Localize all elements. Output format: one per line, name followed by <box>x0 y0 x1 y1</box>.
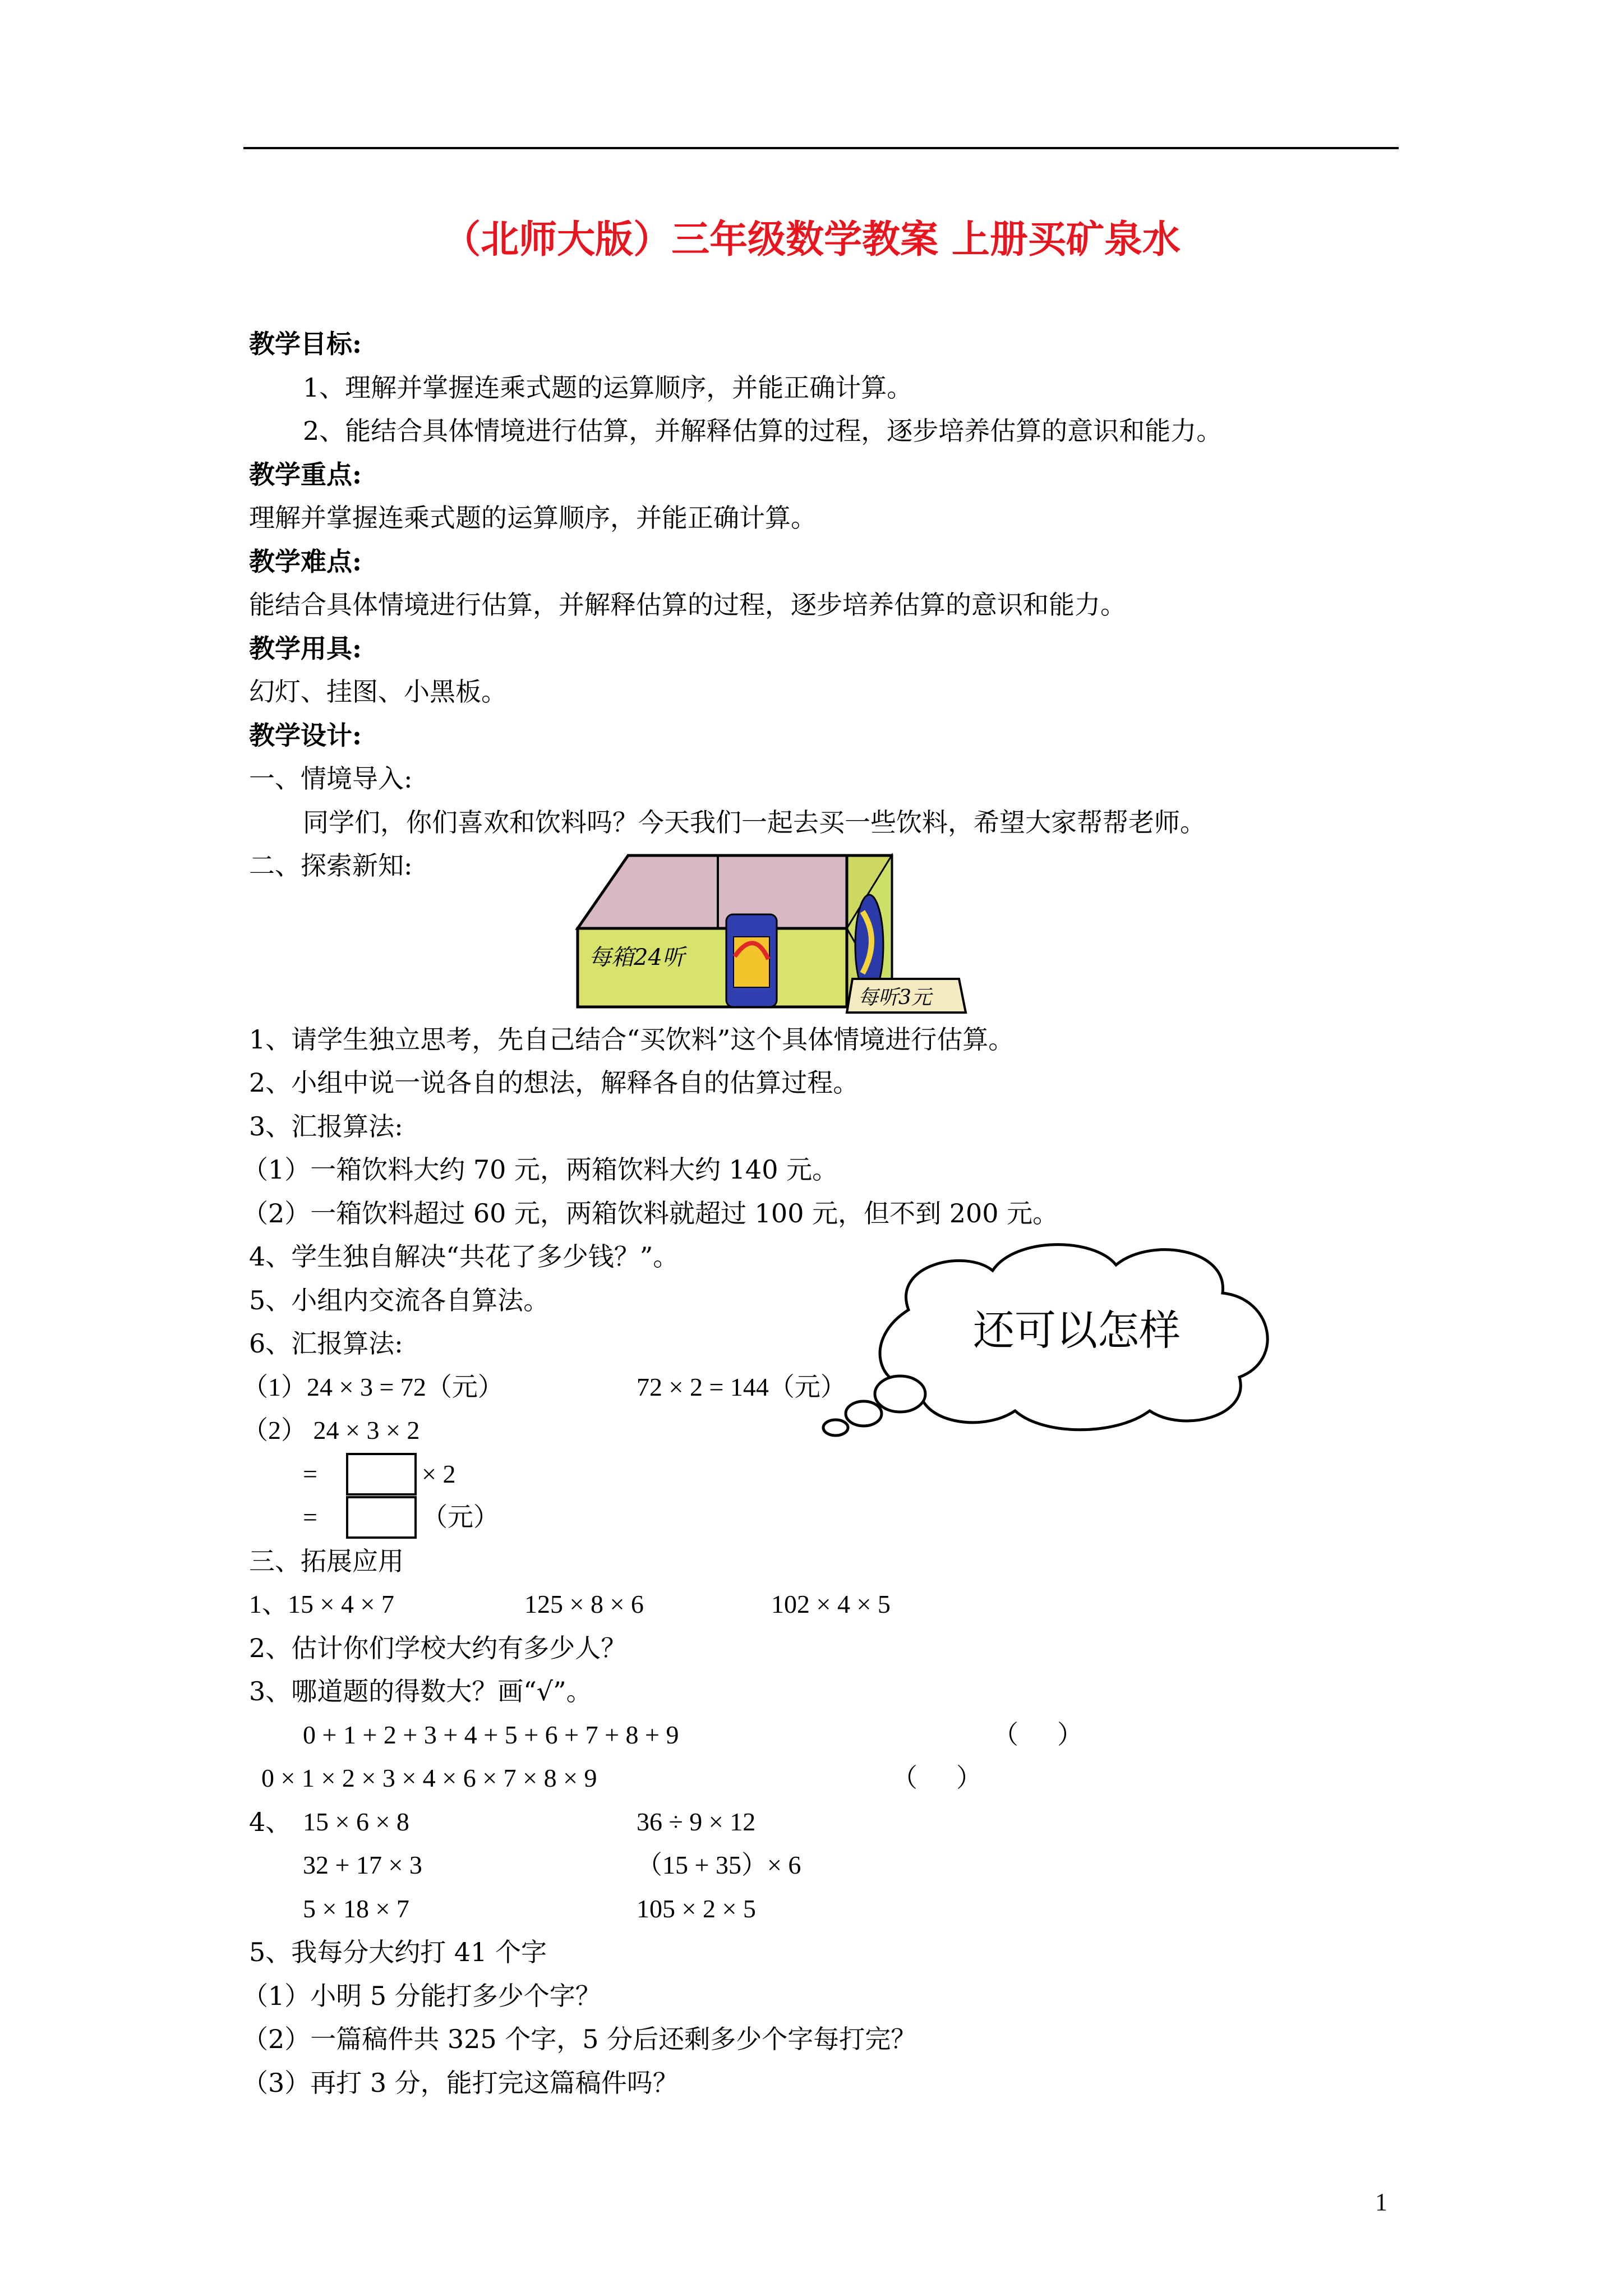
q3-line1: 0 + 1 + 2 + 3 + 4 + 5 + 6 + 7 + 8 + 9 <box>303 1720 679 1749</box>
q4-a: 15 × 6 × 8 <box>303 1807 409 1836</box>
q4-label: 4、 <box>249 1807 292 1837</box>
part1-text: 同学们，你们喜欢和饮料吗？今天我们一起去买一些饮料，希望大家帮帮老师。 <box>303 807 1206 838</box>
header-rule <box>243 147 1399 149</box>
thought-bubble <box>780 1226 1307 1441</box>
part2-heading: 二、探索新知: <box>249 850 413 881</box>
step-4: 4、学生独自解决“共花了多少钱？”。 <box>249 1241 679 1272</box>
key-heading: 教学重点: <box>249 459 362 490</box>
drink-box-illustration <box>566 844 970 1026</box>
step-3b: （2）一箱饮料超过 60 元，两箱饮料就超过 100 元，但不到 200 元。 <box>242 1198 1059 1228</box>
step-6a-left: （1）24 × 3 = 72（元） <box>242 1373 504 1401</box>
step-6b-unit: （元） <box>422 1503 499 1531</box>
q5: 5、我每分大约打 41 个字 <box>249 1937 547 1967</box>
q4-f: 105 × 2 × 5 <box>637 1894 756 1923</box>
q5-2: （2）一篇稿件共 325 个字，5 分后还剩多少个字每打完？ <box>242 2024 917 2054</box>
answer-box-2[interactable] <box>346 1496 417 1539</box>
can-price-label: 每听3元 <box>858 986 932 1009</box>
q4-e: 5 × 18 × 7 <box>303 1894 409 1923</box>
step-1: 1、请学生独立思考，先自己结合“买饮料”这个具体情境进行估算。 <box>249 1024 1015 1055</box>
step-6b-eq2: = <box>303 1503 317 1531</box>
step-6b-times2: × 2 <box>422 1460 456 1488</box>
step-6: 6、汇报算法: <box>249 1328 403 1359</box>
step-2: 2、小组中说一说各自的想法，解释各自的估算过程。 <box>249 1068 859 1098</box>
goal-2: 2、能结合具体情境进行估算，并解释估算的过程，逐步培养估算的意识和能力。 <box>303 416 1223 446</box>
answer-box-1[interactable] <box>346 1453 417 1496</box>
goal-1: 1、理解并掌握连乘式题的运算顺序，并能正确计算。 <box>303 372 913 403</box>
q3-line2: 0 × 1 × 2 × 3 × 4 × 6 × 7 × 8 × 9 <box>261 1764 597 1792</box>
bubble-text: 还可以怎样 <box>973 1306 1181 1355</box>
box-count-label: 每箱24听 <box>589 945 685 970</box>
q3: 3、哪道题的得数大？画“√”。 <box>249 1676 592 1706</box>
step-6a-right: 72 × 2 = 144（元） <box>637 1373 846 1401</box>
tools-heading: 教学用具: <box>249 633 362 664</box>
q4-d: （15 + 35）× 6 <box>637 1851 801 1879</box>
q4-c: 32 + 17 × 3 <box>303 1851 422 1879</box>
q1-b: 125 × 8 × 6 <box>524 1590 644 1618</box>
page-title: （北师大版）三年级数学教案 上册买矿泉水 <box>442 217 1181 262</box>
step-3: 3、汇报算法: <box>249 1111 403 1142</box>
step-6b: （2） 24 × 3 × 2 <box>242 1416 420 1444</box>
q1-a: 1、15 × 4 × 7 <box>249 1590 394 1618</box>
part1-heading: 一、情境导入: <box>249 763 413 794</box>
goals-heading: 教学目标: <box>249 329 362 359</box>
q5-3: （3）再打 3 分，能打完这篇稿件吗？ <box>242 2068 679 2098</box>
page-number: 1 <box>1375 2188 1387 2216</box>
step-6b-eq1: = <box>303 1460 317 1488</box>
q5-1: （1）小明 5 分能打多少个字？ <box>242 1981 601 2011</box>
difficulty-text: 能结合具体情境进行估算，并解释估算的过程，逐步培养估算的意识和能力。 <box>249 590 1126 620</box>
q3-line2-paren[interactable]: （ ） <box>892 1764 982 1792</box>
key-text: 理解并掌握连乘式题的运算顺序，并能正确计算。 <box>249 503 817 533</box>
q3-line1-paren[interactable]: （ ） <box>993 1720 1083 1749</box>
part3-heading: 三、拓展应用 <box>249 1546 404 1576</box>
q4-b: 36 ÷ 9 × 12 <box>637 1807 756 1836</box>
q1-c: 102 × 4 × 5 <box>771 1590 891 1618</box>
tools-text: 幻灯、挂图、小黑板。 <box>249 677 507 707</box>
q2: 2、估计你们学校大约有多少人？ <box>249 1633 627 1663</box>
step-5: 5、小组内交流各自算法。 <box>249 1285 550 1315</box>
design-heading: 教学设计: <box>249 720 362 751</box>
step-3a: （1）一箱饮料大约 70 元，两箱饮料大约 140 元。 <box>242 1154 838 1185</box>
difficulty-heading: 教学难点: <box>249 546 362 577</box>
